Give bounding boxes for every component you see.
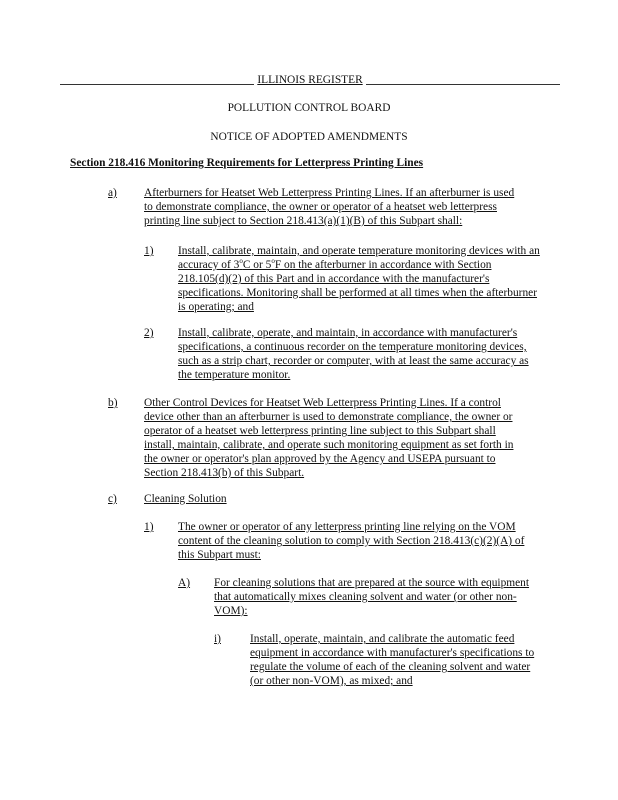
item-ci-text: Install, operate, maintain, and calibrate the automatic feed equipment in accordance with manufacturer's specifications to regulate the volume of each of the cleaning solvent and water (or other non-VOM), as mixed; and xyxy=(250,633,535,687)
register-title: ILLINOIS REGISTER xyxy=(254,74,365,86)
item-cA-label: A) xyxy=(178,577,191,589)
item-a1-text xyxy=(178,244,542,314)
item-cA-text: For cleaning solutions that are prepared at the source with equipment that automatically mixes cleaning solvent and water (or other non-VOM): xyxy=(214,577,530,617)
subsection-b-text xyxy=(144,396,524,480)
degree-symbol: o xyxy=(271,257,275,266)
subsection-a-body: If an afterburner is used to demonstrate compliance, the owner or operator of a heatset web letterpress printing line subject to Section 218.413(a)(1)(B) of this Subpart shall: xyxy=(144,187,515,227)
notice-title: NOTICE OF ADOPTED AMENDMENTS xyxy=(210,131,408,143)
subsection-a-label: a) xyxy=(108,187,117,199)
item-c1-text: The owner or operator of any letterpress printing line relying on the VOM content of the cleaning solution to comply with Section 218.413(c)(2)(A) of this Subpart must: xyxy=(178,521,525,561)
item-a1-text-part3: F on the afterburner in accordance with Section 218.105(d)(2) of this Part and in accordance with the manufacturer's specifications. Monitoring shall be performed at all times when the afterburner is operating; and xyxy=(178,259,538,313)
item-a1-text-part2: C or 5 xyxy=(242,259,272,271)
item-a1-label: 1) xyxy=(144,245,154,257)
subsection-b-label: b) xyxy=(108,397,118,409)
item-c1-label: 1) xyxy=(144,521,154,533)
subsection-c-label: c) xyxy=(108,493,117,505)
register-header xyxy=(60,73,560,87)
item-a2-label: 2) xyxy=(144,327,154,339)
subsection-b-heading: Other Control Devices for Heatset Web Letterpress Printing Lines. xyxy=(144,397,448,409)
section-heading: Section 218.416 Monitoring Requirements for Letterpress Printing Lines xyxy=(70,157,424,169)
item-a1-text-part1: Install, calibrate, maintain, and operate temperature monitoring devices with an accuracy of 3 xyxy=(178,245,540,271)
subsection-a-text xyxy=(144,186,524,228)
subsection-b-body: If a control device other than an afterburner is used to demonstrate compliance, the owner or operator of a heatset web letterpress printing line subject to this Subpart shall install, maintain, calibrate, and operate such monitoring equipment as set forth in the owner or operator's plan approved by the Agency and USEPA pursuant to Section 218.413(b) of this Subpart. xyxy=(144,397,514,479)
subsection-a-heading: Afterburners for Heatset Web Letterpress Printing Lines. xyxy=(144,187,403,199)
subsection-c-title: Cleaning Solution xyxy=(144,493,227,505)
degree-symbol: o xyxy=(239,257,243,266)
item-ci-label: i) xyxy=(214,633,221,645)
item-a2-text: Install, calibrate, operate, and maintain, in accordance with manufacturer's specifications, a continuous recorder on the temperature monitoring devices, such as a strip chart, recorder or computer, with at least the same accuracy as the temperature monitor. xyxy=(178,327,529,381)
board-title: POLLUTION CONTROL BOARD xyxy=(227,102,391,114)
